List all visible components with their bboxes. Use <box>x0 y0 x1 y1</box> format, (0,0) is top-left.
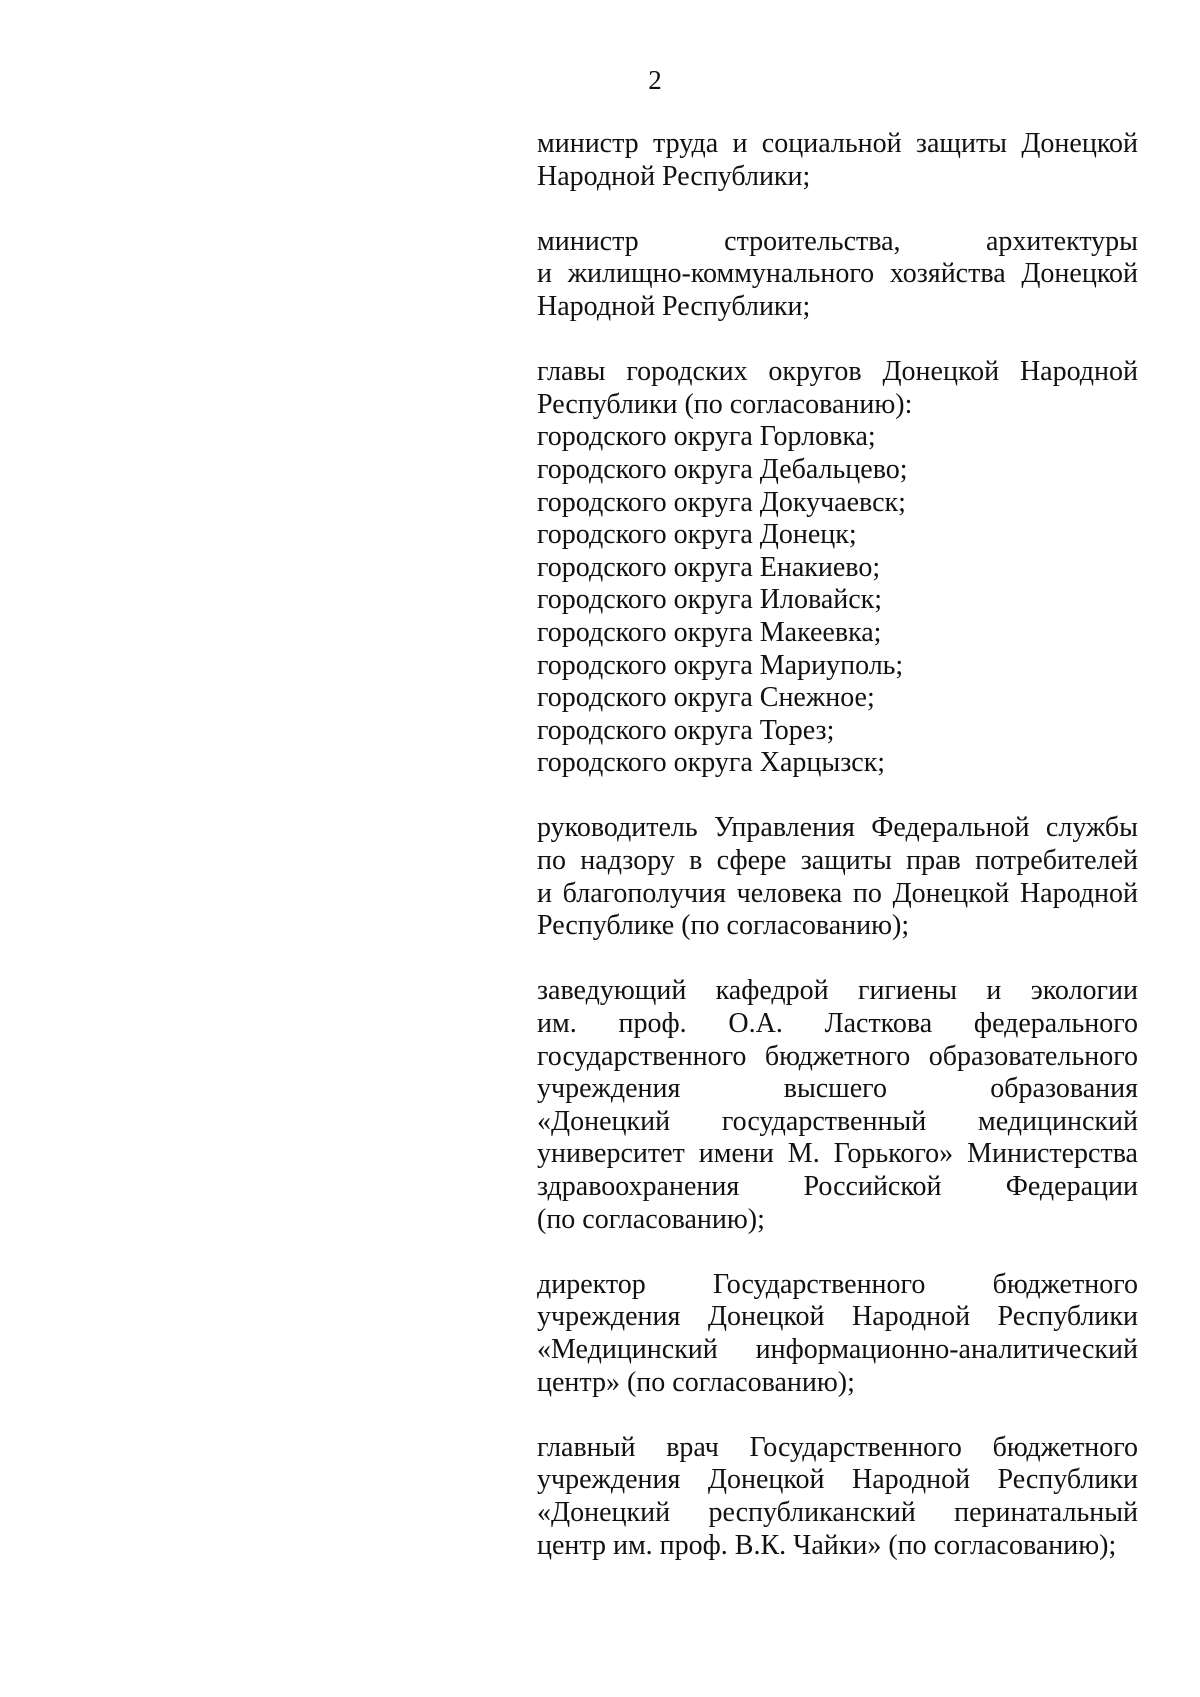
city-item: городского округа Докучаевск; <box>537 486 906 518</box>
member-list <box>537 128 1138 1595</box>
city-item: городского округа Дебальцево; <box>537 453 908 485</box>
entry-line: центр им. проф. В.К. Чайки» (по согласованию); <box>537 1529 1117 1561</box>
entry-line: заведующий кафедрой гигиены и экологии <box>537 975 1138 1007</box>
entry-line: (по согласованию); <box>537 1203 765 1235</box>
entry-line: Республике (по согласованию); <box>537 910 910 942</box>
entry-line: министр строительства, архитектуры <box>537 225 1138 257</box>
entry-line: им. проф. О.А. Ласткова федерального <box>537 1008 1138 1040</box>
city-item: городского округа Донецк; <box>537 519 857 551</box>
entry-line: и благополучия человека по Донецкой Народной <box>537 877 1138 909</box>
entry-line: учреждения Донецкой Народной Республики <box>537 1301 1138 1333</box>
entry-line: Народной Республики; <box>537 290 811 322</box>
entry-line: министр труда и социальной защиты Донецкой <box>537 128 1138 159</box>
list-item <box>537 356 1138 780</box>
list-item <box>537 975 1138 1236</box>
city-item: городского округа Макеевка; <box>537 616 882 648</box>
list-item <box>537 1269 1138 1399</box>
city-item: городского округа Харцызск; <box>537 747 886 779</box>
entry-line: учреждения высшего образования <box>537 1073 1138 1105</box>
entry-line: и жилищно-коммунального хозяйства Донецкой <box>537 258 1138 290</box>
list-item <box>537 128 1138 193</box>
entry-line: университет имени М. Горького» Министерства <box>537 1138 1138 1170</box>
entry-line: «Донецкий республиканский перинатальный <box>537 1496 1138 1528</box>
entry-line: директор Государственного бюджетного <box>537 1268 1138 1300</box>
entry-line: центр» (по согласованию); <box>537 1366 855 1398</box>
entry-line: главный врач Государственного бюджетного <box>537 1431 1138 1463</box>
entry-line: государственного бюджетного образовательного <box>537 1040 1138 1072</box>
city-item: городского округа Горловка; <box>537 421 876 453</box>
entry-line: Народной Республики; <box>537 160 811 192</box>
entry-line: главы городских округов Донецкой Народной <box>537 356 1138 388</box>
list-item <box>537 812 1138 942</box>
entry-line: «Медицинский информационно-аналитический <box>537 1333 1138 1365</box>
entry-line: по надзору в сфере защиты прав потребителей <box>537 845 1138 877</box>
city-item: городского округа Мариуполь; <box>537 649 904 681</box>
entry-line: руководитель Управления Федеральной службы <box>537 812 1138 844</box>
list-item <box>537 226 1138 324</box>
city-item: городского округа Енакиево; <box>537 551 881 583</box>
entry-line: Республики (по согласованию): <box>537 388 913 420</box>
city-item: городского округа Снежное; <box>537 682 875 714</box>
city-item: городского округа Иловайск; <box>537 584 883 616</box>
list-item <box>537 1432 1138 1562</box>
city-item: городского округа Торез; <box>537 714 835 746</box>
entry-line: учреждения Донецкой Народной Республики <box>537 1464 1138 1496</box>
entry-line: «Донецкий государственный медицинский <box>537 1105 1138 1137</box>
entry-line: здравоохранения Российской Федерации <box>537 1171 1138 1202</box>
page-number: 2 <box>648 65 662 95</box>
